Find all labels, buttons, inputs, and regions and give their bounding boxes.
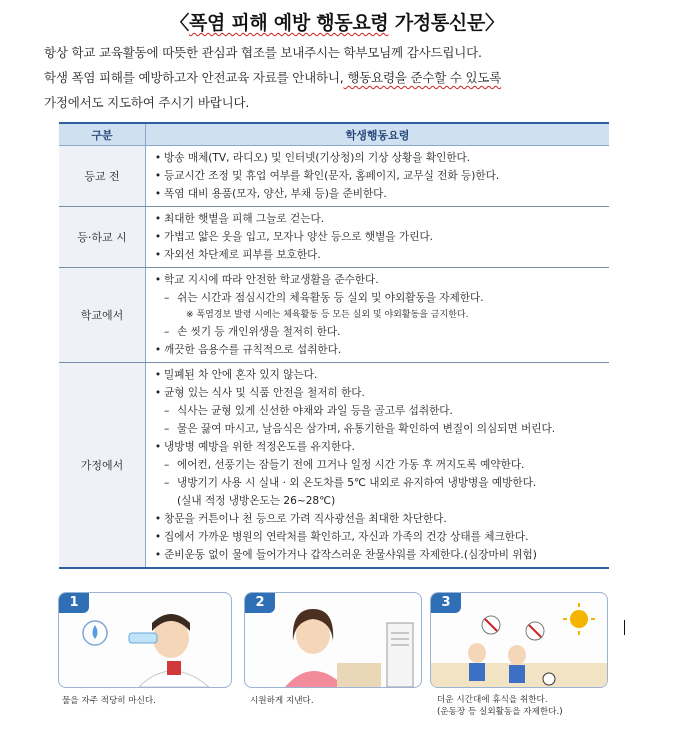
intro-line-2b: 행동요령을 준수할 수 있도록 bbox=[343, 70, 502, 85]
table-row bbox=[59, 146, 609, 207]
rule-line: • 학교 지시에 따라 안전한 학교생활을 준수한다. bbox=[152, 271, 609, 289]
intro-line-2a: 학생 폭염 피해를 예방하고자 안전교육 자료를 안내하니, bbox=[44, 70, 344, 85]
table-row bbox=[59, 363, 609, 569]
panel-caption-3 bbox=[437, 694, 563, 718]
panel-caption-1: 물을 자주 적당히 마신다. bbox=[62, 696, 156, 706]
panel-number: 2 bbox=[245, 593, 275, 613]
rule-line: • 냉방병 예방을 위한 적정온도를 유지한다. bbox=[152, 438, 609, 456]
soccer-ball-icon bbox=[543, 673, 555, 685]
rule-line: • 최대한 햇볕을 피해 그늘로 걷는다. bbox=[152, 210, 609, 228]
sun-icon bbox=[570, 610, 588, 628]
title-prefix: 〈 bbox=[170, 12, 189, 34]
row-rules bbox=[146, 207, 610, 268]
intro-line-1: 항상 학교 교육활동에 따뜻한 관심과 협조를 보내주시는 학부모님께 감사드립니다. bbox=[44, 45, 482, 60]
child-face bbox=[468, 643, 486, 663]
rule-line: • 등교시간 조정 및 휴업 여부를 확인(문자, 홈페이지, 교무실 전화 등)한다. bbox=[152, 167, 609, 185]
row-rules bbox=[146, 268, 610, 363]
title-suffix: 가정통신문〉 bbox=[388, 12, 504, 34]
panel-caption-3-line2: (운동장 등 실외활동을 자제한다.) bbox=[437, 707, 563, 717]
panel-number: 3 bbox=[431, 593, 461, 613]
rule-line: – 쉬는 시간과 점심시간의 체육활동 등 실외 및 야외활동을 자제한다. bbox=[152, 289, 609, 307]
rule-line: ※ 폭염경보 발령 시에는 체육활동 등 모든 실외 및 야외활동을 금지한다. bbox=[186, 310, 469, 320]
table-body bbox=[59, 146, 609, 569]
row-category: 가정에서 bbox=[59, 363, 146, 569]
shirt-badge bbox=[167, 661, 181, 675]
child-face bbox=[508, 645, 526, 665]
panel-rest bbox=[430, 592, 608, 688]
child-shirt bbox=[509, 665, 525, 683]
text-cursor bbox=[624, 620, 625, 635]
header-category: 구분 bbox=[59, 123, 146, 146]
page-title bbox=[0, 8, 674, 35]
rule-line: • 창문을 커튼이나 천 등으로 가려 직사광선을 최대한 차단한다. bbox=[152, 510, 609, 528]
rule-line: – 손 씻기 등 개인위생을 철저히 한다. bbox=[152, 323, 609, 341]
row-category: 등교 전 bbox=[59, 146, 146, 207]
table-row bbox=[59, 207, 609, 268]
table-row bbox=[59, 268, 609, 363]
intro-line-3: 가정에서도 지도하여 주시기 바랍니다. bbox=[44, 95, 250, 110]
water-drop-icon bbox=[93, 625, 98, 639]
rule-line: – 식사는 균형 있게 신선한 야채와 과일 등을 골고루 섭취한다. bbox=[152, 402, 609, 420]
panel-caption-2: 시원하게 지낸다. bbox=[250, 696, 314, 706]
row-rules bbox=[146, 363, 610, 569]
illustration-panels bbox=[0, 590, 674, 740]
rule-line: (실내 적정 냉방온도는 26~28℃) bbox=[177, 495, 336, 507]
panel-drink-water bbox=[58, 592, 232, 688]
water-bottle-icon bbox=[129, 633, 157, 643]
row-category: 학교에서 bbox=[59, 268, 146, 363]
child-shirt bbox=[285, 671, 345, 687]
row-category: 등·하교 시 bbox=[59, 207, 146, 268]
rule-line: – 냉방기기 사용 시 실내 · 외 온도차를 5℃ 내외로 유지하여 냉방병을 예방한다. bbox=[152, 474, 609, 492]
rule-line: • 가볍고 얇은 옷을 입고, 모자나 양산 등으로 햇볕을 가린다. bbox=[152, 228, 609, 246]
panel-caption-3-line1: 더운 시간대에 휴식을 취한다. bbox=[437, 695, 548, 705]
title-main: 폭염 피해 예방 행동요령 bbox=[188, 12, 389, 34]
rule-line: • 집에서 가까운 병원의 연락처를 확인하고, 자신과 가족의 건강 상태를 체크한다. bbox=[152, 528, 609, 546]
panel-stay-cool bbox=[244, 592, 422, 688]
rule-line: – 에어컨, 선풍기는 잠들기 전에 끄거나 일정 시간 가동 후 꺼지도록 예약한다. bbox=[152, 456, 609, 474]
rule-line: • 밀폐된 차 안에 혼자 있지 않는다. bbox=[152, 366, 609, 384]
rule-line: • 준비운동 없이 물에 들어가거나 갑작스러운 찬물샤워를 자제한다.(심장마비 위험) bbox=[152, 546, 609, 564]
intro-text bbox=[44, 40, 634, 115]
rule-line: • 폭염 대비 용품(모자, 양산, 부채 등)을 준비한다. bbox=[152, 185, 609, 203]
rule-line: • 균형 있는 식사 및 식품 안전을 철저히 한다. bbox=[152, 384, 609, 402]
behavior-rules-table bbox=[59, 122, 609, 569]
child-shirt bbox=[469, 663, 485, 681]
rule-line: – 물은 끓여 마시고, 날음식은 삼가며, 유통기한을 확인하여 변질이 의심되면 버린다. bbox=[152, 420, 609, 438]
header-rules: 학생행동요령 bbox=[146, 123, 610, 146]
panel-number: 1 bbox=[59, 593, 89, 613]
rule-line: • 자외선 차단제로 피부를 보호한다. bbox=[152, 246, 609, 264]
row-rules bbox=[146, 146, 610, 207]
table-header-row bbox=[59, 123, 609, 146]
rule-line: • 방송 매체(TV, 라디오) 및 인터넷(기상청)의 기상 상황을 확인한다. bbox=[152, 149, 609, 167]
desk bbox=[337, 663, 381, 687]
intro-line-2 bbox=[44, 65, 634, 90]
rule-line: • 깨끗한 음용수를 규칙적으로 섭취한다. bbox=[152, 341, 609, 359]
